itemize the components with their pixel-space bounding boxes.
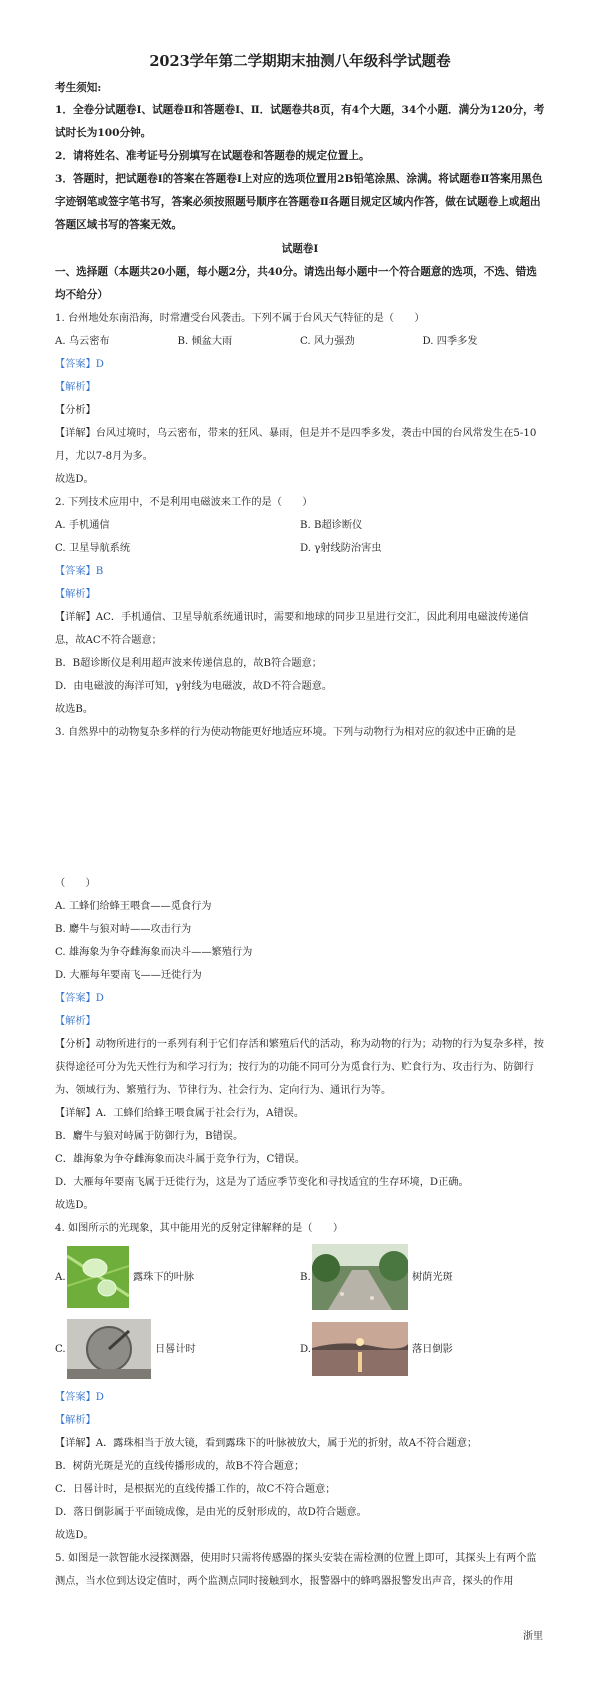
detail-line-3: C．雄海象为争夺雌海象而决斗属于竞争行为，C错误。: [55, 1154, 305, 1165]
question-1-options: [55, 330, 545, 353]
option-d: D. γ射线防治害虫: [300, 543, 382, 554]
option-a: A. 手机通信: [55, 520, 110, 531]
image-option-a: [55, 1242, 300, 1312]
option-letter: A.: [55, 1271, 66, 1283]
option-letter: B.: [300, 1271, 311, 1283]
fenxi-label: 【分析】: [55, 405, 96, 416]
blank-space: [55, 744, 545, 872]
image-option-c: [55, 1314, 300, 1384]
option-c: C. 风力强劲: [300, 336, 355, 347]
answer-label: 【答案】B: [55, 566, 104, 577]
option-d: D. 四季多发: [422, 336, 478, 347]
conclusion-text: 故选D。: [55, 1530, 94, 1541]
analysis-label: 【解析】: [55, 382, 96, 393]
notice-title: 考生须知:: [55, 82, 102, 94]
detail-line-4: D．落日倒影属于平面镜成像，是由光的反射形成的，故D符合题意。: [55, 1507, 367, 1518]
question-1-stem: 1. 台州地处东南沿海，时常遭受台风袭击。下列不属于台风天气特征的是（ ）: [55, 313, 425, 324]
footer-text: 浙里: [523, 1631, 543, 1642]
detail-line-3: C．日晷计时，是根据光的直线传播工作的，故C不符合题意；: [55, 1484, 336, 1495]
detail-line-2: B．B超诊断仪是利用超声波来传递信息的，故B符合题意；: [55, 658, 322, 669]
option-b: B. 倾盆大雨: [177, 336, 233, 347]
detail-line-3: D．由电磁波的海洋可知，γ射线为电磁波，故D不符合题意。: [55, 681, 333, 692]
image-option-b: [300, 1242, 545, 1312]
detail-text: 【详解】A．工蜂们给蜂王喂食属于社会行为，A错误。: [55, 1108, 305, 1119]
dewdrop-leaf-photo-icon: [67, 1246, 129, 1308]
image-caption: 树荫光斑: [412, 1271, 453, 1283]
conclusion-text: 故选D。: [55, 474, 94, 485]
question-4-stem: 4. 如图所示的光现象，其中能用光的反射定律解释的是（ ）: [55, 1223, 344, 1234]
answer-bracket: （ ）: [55, 878, 96, 889]
question-4-image-row-1: [55, 1242, 545, 1312]
option-a: A. 工蜂们给蜂王喂食——觅食行为: [55, 901, 212, 912]
answer-label: 【答案】D: [55, 993, 104, 1004]
tree-shade-road-photo-icon: [312, 1244, 408, 1310]
option-b: B. 麝牛与狼对峙——攻击行为: [55, 924, 192, 935]
notice-item-1: 1．全卷分试题卷Ⅰ、试题卷Ⅱ和答题卷Ⅰ、Ⅱ．试题卷共8页，有4个大题，34个小题．满分为120分，考试时长为100分钟。: [55, 104, 545, 139]
question-4-image-row-2: [55, 1314, 545, 1384]
page-title: 2023学年第二学期期末抽测八年级科学试题卷: [149, 53, 451, 70]
option-a: A. 乌云密布: [55, 336, 110, 347]
image-caption: 露珠下的叶脉: [133, 1271, 195, 1283]
question-5-stem: 5. 如图是一款智能水浸探测器，使用时只需将传感器的探头安装在需检测的位置上即可，其探头上有两个监测点，当水位到达设定值时，两个监测点同时接触到水，报警器中的蜂鸣器报警发出声音，探头的作用: [55, 1553, 537, 1587]
section-heading: 一、选择题（本题共20小题，每小题2分，共40分。请选出每小题中一个符合题意的选项，不选、错选均不给分）: [55, 266, 537, 301]
paper-subtitle: 试题卷Ⅰ: [281, 243, 319, 255]
detail-line-2: B．麝牛与狼对峙属于防御行为，B错误。: [55, 1131, 244, 1142]
notice-item-2: 2．请将姓名、准考证号分别填写在试题卷和答题卷的规定位置上。: [55, 150, 370, 162]
detail-text: 【详解】AC．手机通信、卫星导航系统通讯时，需要和地球的同步卫星进行交汇，因此利用电磁波传递信息，故AC不符合题意；: [55, 612, 529, 646]
question-2-stem: 2. 下列技术应用中，不是利用电磁波来工作的是（ ）: [55, 497, 313, 508]
question-2-options-row-2: [55, 537, 545, 560]
option-d: D. 大雁每年要南飞——迁徙行为: [55, 970, 202, 981]
notice-item-3: 3．答题时，把试题卷Ⅰ的答案在答题卷Ⅰ上对应的选项位置用2B铅笔涂黑、涂满。将试题卷Ⅱ答案用黑色字迹钢笔或签字笔书写，答案必须按照题号顺序在答题卷Ⅱ各题目规定区域内作答，做在试题卷上或超出答题区域书写的答案无效。: [55, 173, 543, 231]
answer-label: 【答案】D: [55, 1392, 104, 1403]
image-caption: 落日倒影: [412, 1343, 453, 1355]
detail-line-4: D．大雁每年要南飞属于迁徙行为，这是为了适应季节变化和寻找适宜的生存环境，D正确。: [55, 1177, 469, 1188]
question-3-stem: 3. 自然界中的动物复杂多样的行为使动物能更好地适应环境。下列与动物行为相对应的叙述中正确的是: [55, 727, 517, 738]
option-letter: C.: [55, 1343, 66, 1355]
fenxi-text: 【分析】动物所进行的一系列有利于它们存活和繁殖后代的活动，称为动物的行为；动物的行为复杂多样，按获得途径可分为先天性行为和学习行为；按行为的功能不同可分为觅食行为、贮食行为、攻击行为、防御行为、领域行为、繁殖行为、节律行为、社会行为、定向行为、通讯行为等。: [55, 1039, 544, 1096]
detail-text: 【详解】台风过境时，乌云密布，带来的狂风、暴雨，但是并不是四季多发，袭击中国的台风常发生在5-10月，尤以7-8月为多。: [55, 428, 537, 462]
detail-line-2: B．树荫光斑是光的直线传播形成的，故B不符合题意；: [55, 1461, 305, 1472]
analysis-label: 【解析】: [55, 1016, 96, 1027]
analysis-label: 【解析】: [55, 1415, 96, 1426]
option-b: B. B超诊断仪: [300, 520, 363, 531]
option-letter: D.: [300, 1343, 312, 1355]
option-c: C. 雄海象为争夺雌海象而决斗——繁殖行为: [55, 947, 253, 958]
answer-label: 【答案】D: [55, 359, 104, 370]
page-content: [55, 52, 545, 1593]
question-2-options-row-1: [55, 514, 545, 537]
sunset-reflection-photo-icon: [312, 1322, 408, 1376]
conclusion-text: 故选B。: [55, 704, 94, 715]
analysis-label: 【解析】: [55, 589, 96, 600]
image-option-d: [300, 1314, 545, 1384]
image-caption: 日晷计时: [155, 1343, 196, 1355]
option-c: C. 卫星导航系统: [55, 543, 131, 554]
detail-text: 【详解】A．露珠相当于放大镜，看到露珠下的叶脉被放大，属于光的折射，故A不符合题意；: [55, 1438, 478, 1449]
conclusion-text: 故选D。: [55, 1200, 94, 1211]
sundial-photo-icon: [67, 1319, 151, 1379]
